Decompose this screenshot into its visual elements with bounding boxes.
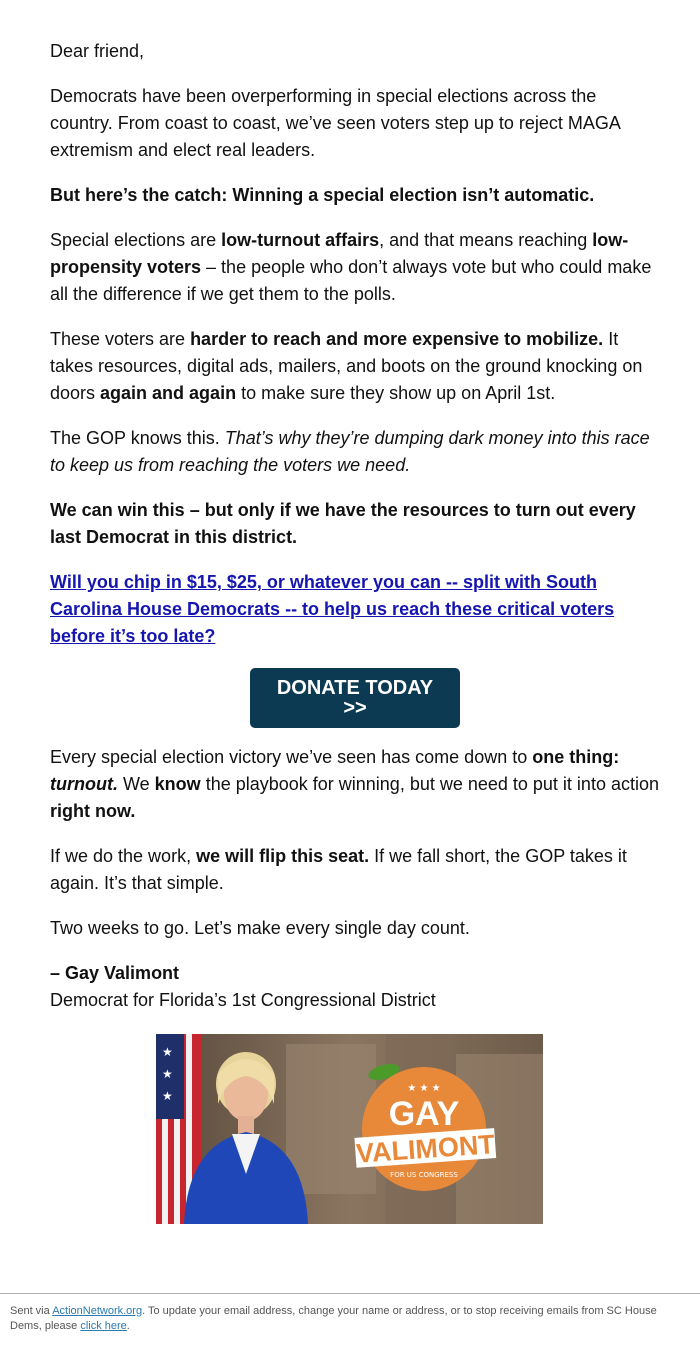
donate-button-arrows: >> <box>343 697 367 719</box>
donate-button-label: DONATE TODAY <box>276 677 434 699</box>
donation-ask-link[interactable]: Will you chip in $15, $25, or whatever you can -- split with South Carolina House Democrats -- to help us reach these critical voters before it’s too late? <box>50 572 615 646</box>
paragraph-intro: Democrats have been overperforming in special elections across the country. From coast to coast, we’ve seen voters step up to reject MAGA extremism and elect real leaders. <box>50 86 620 160</box>
paragraph-low-turnout: Special elections are low-turnout affairs, and that means reaching low-propensity voters – the people who don’t always vote but who could make all the difference if we get them to the polls. <box>50 230 652 304</box>
paragraph-mobilize: These voters are harder to reach and more expensive to mobilize. It takes resources, digital ads, mailers, and boots on the ground knocking on doors again and again to make sure they show up on April 1st. <box>50 329 643 403</box>
donate-today-button[interactable] <box>250 668 460 728</box>
greeting: Dear friend, <box>50 41 145 61</box>
signature <box>50 960 660 1014</box>
unsubscribe-link[interactable]: click here <box>80 1320 127 1332</box>
svg-text:VALIMONT: VALIMONT <box>355 1129 496 1169</box>
paragraph-two-weeks: Two weeks to go. Let’s make every single day count. <box>50 918 470 938</box>
svg-text:FOR US CONGRESS: FOR US CONGRESS <box>390 1171 458 1179</box>
paragraph-catch: But here’s the catch: Winning a special election isn’t automatic. <box>50 185 595 205</box>
svg-text:★ ★ ★: ★ ★ ★ <box>407 1083 441 1094</box>
signature-name: – Gay Valimont <box>50 963 180 983</box>
paragraph-gop: The GOP knows this. That’s why they’re dumping dark money into this race to keep us from reaching the voters we need. <box>50 428 650 475</box>
svg-text:★: ★ <box>162 1089 173 1103</box>
donate-button-wrapper <box>50 668 660 728</box>
paragraph-win: We can win this – but only if we have the resources to turn out every last Democrat in this district. <box>50 500 636 547</box>
email-body <box>50 38 660 1032</box>
signature-title: Democrat for Florida’s 1st Congressional District <box>50 990 436 1010</box>
actionnetwork-link[interactable]: ActionNetwork.org <box>52 1305 143 1317</box>
svg-text:★: ★ <box>162 1045 173 1059</box>
paragraph-ask <box>50 569 660 650</box>
svg-text:GAY: GAY <box>388 1095 460 1133</box>
email-footer: Sent via ActionNetwork.org. To update your email address, change your name or address, or to stop receiving emails from SC House Dems, please click here. <box>0 1293 700 1334</box>
paragraph-turnout: Every special election victory we’ve seen has come down to one thing: turnout. We know the playbook for winning, but we need to put it into action right now. <box>50 747 659 821</box>
candidate-photo <box>156 1034 543 1224</box>
paragraph-flip: If we do the work, we will flip this seat. If we fall short, the GOP takes it again. It’s that simple. <box>50 846 627 893</box>
candidate-photo-illustration <box>156 1034 543 1224</box>
svg-text:★: ★ <box>162 1067 173 1081</box>
